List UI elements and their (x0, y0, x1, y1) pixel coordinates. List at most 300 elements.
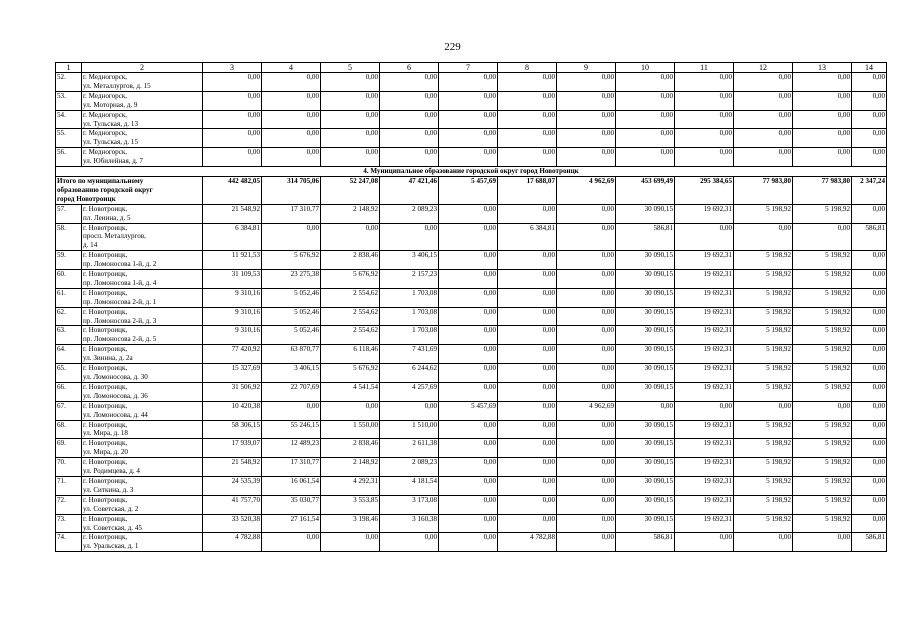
value-cell: 5 198,92 (734, 251, 793, 270)
value-cell: 6 384,81 (203, 223, 262, 251)
address-cell (82, 382, 203, 401)
address-line: г. Медногорск, (83, 129, 128, 138)
value-cell: 5 198,92 (734, 495, 793, 514)
value-cell: 0,00 (439, 307, 498, 326)
table-row (56, 148, 887, 167)
value-cell: 19 692,31 (675, 514, 734, 533)
address-line: г. Медногорск, (83, 91, 128, 100)
total-value: 47 421,46 (380, 176, 439, 204)
value-cell: 19 692,31 (675, 382, 734, 401)
value-cell: 5 198,92 (793, 326, 852, 345)
address-line: г. Новотроицк, (83, 270, 128, 279)
value-cell: 0,00 (498, 439, 557, 458)
value-cell: 30 090,15 (616, 270, 675, 289)
value-cell: 0,00 (852, 110, 887, 129)
address-line: г. Новотроицк, (83, 251, 128, 260)
value-cell: 0,00 (262, 129, 321, 148)
value-cell: 3 406,15 (262, 364, 321, 383)
value-cell: 0,00 (734, 401, 793, 420)
row-number: 72. (56, 495, 82, 514)
total-value: 4 962,69 (557, 176, 616, 204)
value-cell: 0,00 (498, 326, 557, 345)
value-cell: 5 052,46 (262, 288, 321, 307)
address-line: г. Новотроицк, (83, 476, 128, 485)
page-number: 229 (444, 41, 461, 53)
address-line: г. Новотроицк, (83, 307, 128, 316)
address-cell (82, 458, 203, 477)
value-cell: 0,00 (557, 91, 616, 110)
table-row (56, 533, 887, 552)
value-cell: 0,00 (557, 73, 616, 92)
value-cell: 0,00 (439, 73, 498, 92)
value-cell: 0,00 (852, 514, 887, 533)
value-cell: 9 310,16 (203, 307, 262, 326)
total-value: 442 482,05 (203, 176, 262, 204)
value-cell: 0,00 (498, 270, 557, 289)
value-cell: 30 090,15 (616, 204, 675, 223)
address-cell (82, 288, 203, 307)
value-cell: 5 198,92 (793, 514, 852, 533)
value-cell: 0,00 (734, 110, 793, 129)
total-value: 453 699,49 (616, 176, 675, 204)
value-cell: 0,00 (557, 364, 616, 383)
value-cell: 586,81 (852, 533, 887, 552)
value-cell: 5 198,92 (734, 439, 793, 458)
value-cell: 4 962,69 (557, 401, 616, 420)
row-number: 61. (56, 288, 82, 307)
table-body (56, 63, 887, 552)
address-cell (82, 495, 203, 514)
value-cell: 0,00 (852, 439, 887, 458)
total-row (56, 176, 887, 204)
column-header: 5 (321, 63, 380, 73)
address-cell (82, 129, 203, 148)
value-cell: 19 692,31 (675, 204, 734, 223)
value-cell: 2 157,23 (380, 270, 439, 289)
value-cell: 0,00 (439, 223, 498, 251)
row-number: 69. (56, 439, 82, 458)
address-line: г. Новотроицк, (83, 514, 128, 523)
address-line: ул. Моторная, д. 9 (83, 100, 138, 109)
value-cell: 586,81 (616, 533, 675, 552)
address-line: г. Медногорск, (83, 110, 128, 119)
value-cell: 5 198,92 (793, 307, 852, 326)
value-cell: 0,00 (498, 458, 557, 477)
section-title: 4. Муниципальное образование городской округ город Новотроицк (56, 167, 887, 177)
address-line: пр. Ломоносова 1-й, д. 2 (83, 260, 157, 269)
value-cell: 0,00 (675, 223, 734, 251)
total-value: 77 983,80 (793, 176, 852, 204)
value-cell: 19 692,31 (675, 458, 734, 477)
value-cell: 5 198,92 (793, 270, 852, 289)
value-cell: 0,00 (439, 204, 498, 223)
address-cell (82, 345, 203, 364)
value-cell: 0,00 (439, 326, 498, 345)
column-header: 1 (56, 63, 82, 73)
total-value: 295 384,65 (675, 176, 734, 204)
value-cell: 0,00 (380, 110, 439, 129)
value-cell: 0,00 (852, 307, 887, 326)
value-cell: 5 457,69 (439, 401, 498, 420)
value-cell: 0,00 (734, 129, 793, 148)
value-cell: 0,00 (852, 204, 887, 223)
value-cell: 586,81 (852, 223, 887, 251)
address-line: ул. Зинина, д. 2а (83, 354, 133, 363)
value-cell: 0,00 (380, 533, 439, 552)
value-cell: 5 052,46 (262, 326, 321, 345)
value-cell: 0,00 (557, 382, 616, 401)
value-cell: 0,00 (380, 129, 439, 148)
value-cell: 19 692,31 (675, 495, 734, 514)
column-header: 12 (734, 63, 793, 73)
address-cell (82, 251, 203, 270)
value-cell: 0,00 (675, 401, 734, 420)
value-cell: 0,00 (557, 288, 616, 307)
address-line: просп. Металлургов, (83, 232, 146, 241)
address-line: д. 14 (83, 241, 98, 250)
value-cell: 0,00 (734, 73, 793, 92)
value-cell: 0,00 (852, 148, 887, 167)
value-cell: 1 703,08 (380, 307, 439, 326)
address-line: г. Новотроицк, (83, 495, 128, 504)
value-cell: 0,00 (852, 345, 887, 364)
address-line: ул. Советская, д. 2 (83, 504, 139, 513)
address-line: г. Медногорск, (83, 148, 128, 157)
value-cell: 0,00 (262, 110, 321, 129)
value-cell: 0,00 (498, 382, 557, 401)
value-cell: 0,00 (262, 401, 321, 420)
value-cell: 0,00 (498, 204, 557, 223)
column-header: 3 (203, 63, 262, 73)
value-cell: 0,00 (557, 458, 616, 477)
address-cell (82, 73, 203, 92)
total-value: 314 705,06 (262, 176, 321, 204)
column-header: 13 (793, 63, 852, 73)
column-header: 9 (557, 63, 616, 73)
value-cell: 0,00 (203, 129, 262, 148)
value-cell: 0,00 (380, 148, 439, 167)
value-cell: 30 090,15 (616, 326, 675, 345)
value-cell: 0,00 (616, 148, 675, 167)
value-cell: 0,00 (380, 401, 439, 420)
address-line: ул. Мира, д. 18 (83, 429, 128, 438)
value-cell: 19 692,31 (675, 345, 734, 364)
value-cell: 0,00 (439, 476, 498, 495)
value-cell: 3 160,38 (380, 514, 439, 533)
value-cell: 0,00 (793, 401, 852, 420)
value-cell: 9 310,16 (203, 288, 262, 307)
row-number: 53. (56, 91, 82, 110)
table-row (56, 439, 887, 458)
address-cell (82, 110, 203, 129)
value-cell: 0,00 (675, 91, 734, 110)
value-cell: 30 090,15 (616, 251, 675, 270)
value-cell: 0,00 (321, 129, 380, 148)
value-cell: 4 782,88 (203, 533, 262, 552)
value-cell: 7 431,69 (380, 345, 439, 364)
value-cell: 0,00 (439, 458, 498, 477)
value-cell: 5 198,92 (734, 458, 793, 477)
value-cell: 0,00 (498, 401, 557, 420)
address-line: ул. Родимцева, д. 4 (83, 467, 140, 476)
row-number: 63. (56, 326, 82, 345)
address-line: ул. Юбилейная, д. 7 (83, 157, 143, 166)
column-header: 2 (82, 63, 203, 73)
value-cell: 0,00 (852, 476, 887, 495)
value-cell: 0,00 (439, 91, 498, 110)
value-cell: 5 198,92 (734, 345, 793, 364)
value-cell: 30 090,15 (616, 420, 675, 439)
row-number: 70. (56, 458, 82, 477)
address-line: ул. Тульская, д. 13 (83, 119, 139, 128)
value-cell: 30 090,15 (616, 288, 675, 307)
value-cell: 0,00 (557, 495, 616, 514)
value-cell: 0,00 (321, 73, 380, 92)
row-number: 55. (56, 129, 82, 148)
value-cell: 0,00 (203, 73, 262, 92)
value-cell: 5 198,92 (793, 288, 852, 307)
value-cell: 5 198,92 (793, 495, 852, 514)
value-cell: 5 198,92 (734, 364, 793, 383)
value-cell: 0,00 (439, 364, 498, 383)
value-cell: 3 553,85 (321, 495, 380, 514)
value-cell: 17 310,77 (262, 204, 321, 223)
value-cell: 41 757,70 (203, 495, 262, 514)
value-cell: 0,00 (380, 91, 439, 110)
value-cell: 30 090,15 (616, 476, 675, 495)
value-cell: 0,00 (557, 307, 616, 326)
table-row (56, 326, 887, 345)
value-cell: 0,00 (262, 533, 321, 552)
value-cell: 5 676,92 (321, 364, 380, 383)
value-cell: 2 611,38 (380, 439, 439, 458)
row-number: 62. (56, 307, 82, 326)
value-cell: 0,00 (852, 73, 887, 92)
value-cell: 30 090,15 (616, 458, 675, 477)
column-header: 11 (675, 63, 734, 73)
table-row (56, 110, 887, 129)
value-cell: 24 535,39 (203, 476, 262, 495)
address-line: пр. Ломоносова 2-й, д. 5 (83, 335, 157, 344)
value-cell: 3 173,08 (380, 495, 439, 514)
value-cell: 5 198,92 (734, 270, 793, 289)
table-row (56, 251, 887, 270)
value-cell: 0,00 (498, 495, 557, 514)
value-cell: 1 550,00 (321, 420, 380, 439)
value-cell: 0,00 (852, 458, 887, 477)
value-cell: 0,00 (793, 533, 852, 552)
value-cell: 1 703,08 (380, 326, 439, 345)
address-line: г. Новотроицк, (83, 223, 128, 232)
address-cell (82, 439, 203, 458)
value-cell: 19 692,31 (675, 420, 734, 439)
value-cell: 0,00 (852, 288, 887, 307)
value-cell: 0,00 (557, 270, 616, 289)
value-cell: 3 198,46 (321, 514, 380, 533)
value-cell: 0,00 (616, 401, 675, 420)
value-cell: 30 090,15 (616, 345, 675, 364)
value-cell: 5 198,92 (793, 439, 852, 458)
value-cell: 0,00 (616, 91, 675, 110)
address-cell (82, 223, 203, 251)
value-cell: 0,00 (852, 326, 887, 345)
value-cell: 5 198,92 (734, 288, 793, 307)
table-row (56, 495, 887, 514)
value-cell: 6 244,62 (380, 364, 439, 383)
value-cell: 0,00 (675, 148, 734, 167)
address-cell (82, 91, 203, 110)
value-cell: 16 061,54 (262, 476, 321, 495)
value-cell: 2 554,62 (321, 288, 380, 307)
value-cell: 0,00 (793, 110, 852, 129)
value-cell: 0,00 (675, 129, 734, 148)
table-row (56, 420, 887, 439)
value-cell: 0,00 (439, 129, 498, 148)
value-cell: 19 692,31 (675, 364, 734, 383)
value-cell: 5 676,92 (321, 270, 380, 289)
address-cell (82, 270, 203, 289)
value-cell: 33 520,38 (203, 514, 262, 533)
value-cell: 0,00 (498, 73, 557, 92)
value-cell: 0,00 (557, 251, 616, 270)
value-cell: 4 782,88 (498, 533, 557, 552)
value-cell: 5 198,92 (734, 307, 793, 326)
value-cell: 0,00 (439, 345, 498, 364)
value-cell: 0,00 (498, 420, 557, 439)
value-cell: 63 870,77 (262, 345, 321, 364)
value-cell: 19 692,31 (675, 288, 734, 307)
address-line: г. Новотроицк, (83, 439, 128, 448)
value-cell: 0,00 (793, 129, 852, 148)
table-row (56, 223, 887, 251)
value-cell: 0,00 (557, 420, 616, 439)
address-line: г. Новотроицк, (83, 533, 128, 542)
total-value: 5 457,69 (439, 176, 498, 204)
value-cell: 0,00 (498, 110, 557, 129)
value-cell: 0,00 (498, 514, 557, 533)
value-cell: 6 384,81 (498, 223, 557, 251)
row-number: 74. (56, 533, 82, 552)
value-cell: 22 707,69 (262, 382, 321, 401)
value-cell: 19 692,31 (675, 307, 734, 326)
value-cell: 2 148,92 (321, 204, 380, 223)
value-cell: 23 275,38 (262, 270, 321, 289)
value-cell: 0,00 (439, 148, 498, 167)
address-cell (82, 476, 203, 495)
address-cell (82, 307, 203, 326)
value-cell: 0,00 (616, 73, 675, 92)
value-cell: 4 181,54 (380, 476, 439, 495)
value-cell: 0,00 (557, 204, 616, 223)
value-cell: 27 161,54 (262, 514, 321, 533)
value-cell: 0,00 (793, 223, 852, 251)
address-cell (82, 401, 203, 420)
value-cell: 5 198,92 (734, 204, 793, 223)
table-row (56, 204, 887, 223)
value-cell: 5 198,92 (734, 326, 793, 345)
value-cell: 0,00 (852, 270, 887, 289)
value-cell: 30 090,15 (616, 382, 675, 401)
address-line: ул. Советская, д. 45 (83, 523, 142, 532)
row-number: 64. (56, 345, 82, 364)
table-row (56, 91, 887, 110)
address-line: г. Новотроицк, (83, 401, 128, 410)
total-value: 77 983,80 (734, 176, 793, 204)
value-cell: 11 921,53 (203, 251, 262, 270)
value-cell: 0,00 (203, 110, 262, 129)
value-cell: 5 198,92 (734, 420, 793, 439)
value-cell: 0,00 (557, 223, 616, 251)
value-cell: 0,00 (557, 345, 616, 364)
total-label (56, 176, 203, 204)
value-cell: 0,00 (321, 223, 380, 251)
value-cell: 19 692,31 (675, 439, 734, 458)
value-cell: 0,00 (439, 420, 498, 439)
value-cell: 0,00 (439, 514, 498, 533)
value-cell: 10 420,38 (203, 401, 262, 420)
address-line: г. Новотроицк, (83, 420, 128, 429)
value-cell: 0,00 (557, 110, 616, 129)
value-cell: 2 148,92 (321, 458, 380, 477)
value-cell: 77 420,92 (203, 345, 262, 364)
value-cell: 0,00 (557, 476, 616, 495)
value-cell: 0,00 (498, 476, 557, 495)
table-row (56, 514, 887, 533)
column-header: 14 (852, 63, 887, 73)
value-cell: 0,00 (498, 148, 557, 167)
address-cell (82, 204, 203, 223)
address-line: пр. Ломоносова 2-й, д. 3 (83, 316, 157, 325)
value-cell: 17 310,77 (262, 458, 321, 477)
value-cell: 0,00 (675, 533, 734, 552)
address-line: ул. Ломоносова, д. 30 (83, 373, 148, 381)
address-cell (82, 533, 203, 552)
value-cell: 0,00 (734, 148, 793, 167)
address-line: г. Медногорск, (83, 73, 128, 81)
row-number: 56. (56, 148, 82, 167)
value-cell: 2 554,62 (321, 307, 380, 326)
address-line: г. Новотроицк, (83, 204, 128, 213)
data-table (55, 62, 887, 552)
table-row (56, 382, 887, 401)
value-cell: 58 306,15 (203, 420, 262, 439)
value-cell: 0,00 (675, 73, 734, 92)
value-cell: 0,00 (321, 533, 380, 552)
value-cell: 0,00 (616, 129, 675, 148)
row-number: 60. (56, 270, 82, 289)
value-cell: 15 327,69 (203, 364, 262, 383)
value-cell: 0,00 (734, 223, 793, 251)
table-row (56, 458, 887, 477)
value-cell: 0,00 (439, 270, 498, 289)
address-line: г. Новотроицк, (83, 345, 128, 354)
value-cell: 0,00 (321, 148, 380, 167)
total-value: 52 247,08 (321, 176, 380, 204)
value-cell: 2 089,23 (380, 458, 439, 477)
value-cell: 2 554,62 (321, 326, 380, 345)
value-cell: 0,00 (852, 251, 887, 270)
value-cell: 0,00 (557, 326, 616, 345)
table-row (56, 129, 887, 148)
row-number: 66. (56, 382, 82, 401)
value-cell: 586,81 (616, 223, 675, 251)
address-line: г. Новотроицк, (83, 288, 128, 297)
address-line: г. Новотроицк, (83, 364, 128, 373)
address-line: г. Новотроицк, (83, 326, 128, 335)
column-header: 7 (439, 63, 498, 73)
column-header: 8 (498, 63, 557, 73)
table-row (56, 307, 887, 326)
